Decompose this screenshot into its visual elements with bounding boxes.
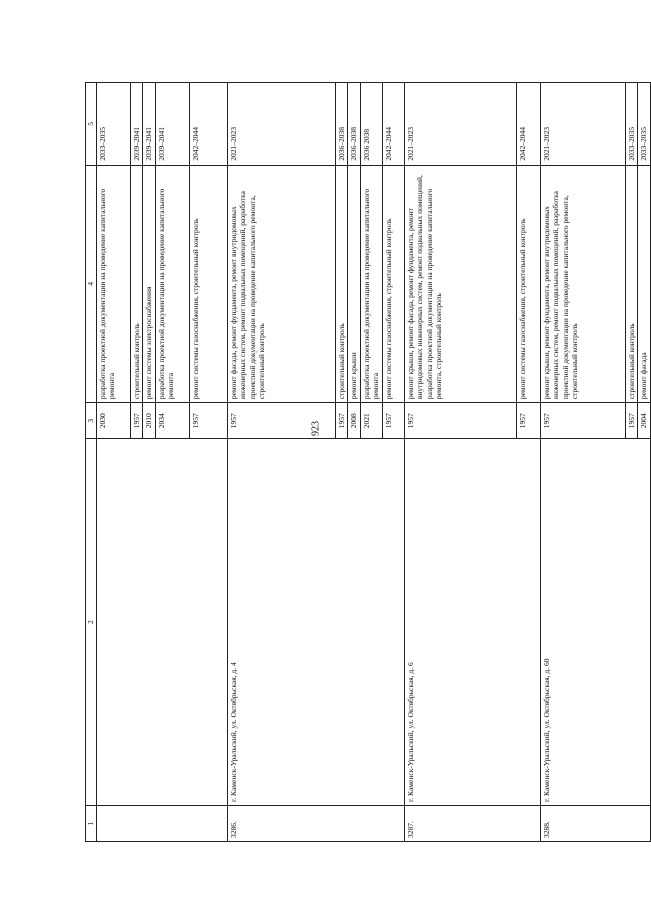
year-cell: 1957 [227, 403, 335, 439]
period-cell: 2042–2044 [516, 83, 540, 166]
period-cell: 2036–2038 [348, 83, 361, 166]
year-cell: 1957 [335, 403, 348, 439]
table-row [540, 83, 625, 842]
row-number-cell: 3286. [227, 805, 404, 841]
year-cell: 2030 [96, 403, 130, 439]
column-number-1: 1 [86, 805, 97, 841]
column-number-4: 4 [86, 165, 97, 402]
column-number-5: 5 [86, 83, 97, 166]
period-cell: 2039–2041 [143, 83, 156, 166]
year-cell: 2004 [638, 403, 651, 439]
work-cell: ремонт фасада [638, 165, 651, 402]
work-cell: ремонт системы электроснабжения [143, 165, 156, 402]
row-number-cell: 3288. [540, 805, 650, 841]
year-cell: 1957 [540, 403, 625, 439]
table-row [227, 83, 335, 842]
period-cell: 2036 2038 [360, 83, 382, 166]
table-header-row [86, 83, 97, 842]
year-cell: 1957 [516, 403, 540, 439]
table-row [404, 83, 516, 842]
table-row [96, 83, 130, 842]
work-cell: разработка проектной документации на проведение капитального ремонта [360, 165, 382, 402]
period-cell: 2039–2041 [130, 83, 143, 166]
year-cell: 2010 [143, 403, 156, 439]
rotated-page-content [85, 82, 648, 842]
work-cell: строительный контроль [335, 165, 348, 402]
work-cell: ремонт крыши, ремонт фасада, ремонт фундамента, ремонт внутридомовых инженерных систем, ремонт подвальных помещений, разработка проектной документации на проведение капитального ремонта, строительный контроль [404, 165, 516, 402]
work-cell: ремонт системы газоснабжения, строительный контроль [516, 165, 540, 402]
work-cell: ремонт крыши, ремонт фундамента, ремонт внутридомовых инженерных систем, ремонт подвальных помещений, разработка проектной документации на проведение капитального ремонта, строительный контроль [540, 165, 625, 402]
address-cell: г. Каменск-Уральский, ул. Октябрьская, д. 60 [540, 439, 650, 806]
address-cell: г. Каменск-Уральский, ул. Октябрьская, д. 4 [227, 439, 404, 806]
year-cell: 1957 [130, 403, 143, 439]
year-cell: 1957 [189, 403, 227, 439]
year-cell: 1957 [625, 403, 638, 439]
work-cell: ремонт системы газоснабжения, строительный контроль [382, 165, 404, 402]
period-cell: 2042–2044 [189, 83, 227, 166]
work-cell: ремонт крыши [348, 165, 361, 402]
work-cell: строительный контроль [130, 165, 143, 402]
address-cell [96, 439, 227, 806]
period-cell: 2033–2035 [625, 83, 638, 166]
year-cell: 2008 [348, 403, 361, 439]
work-cell: ремонт фасада, ремонт фундамента, ремонт внутридомовых инженерных систем, ремонт подвальных помещений, разработка проектной документации на проведение капитального ремонта, строительный контроль [227, 165, 335, 402]
year-cell: 2021 [360, 403, 382, 439]
column-number-2: 2 [86, 439, 97, 806]
page-number: 923 [310, 421, 322, 436]
work-cell: разработка проектной документации на проведение капитального ремонта [96, 165, 130, 402]
period-cell: 2021–2023 [404, 83, 516, 166]
year-cell: 1957 [382, 403, 404, 439]
period-cell: 2033–2035 [96, 83, 130, 166]
work-cell: ремонт системы газоснабжения, строительный контроль [189, 165, 227, 402]
period-cell: 2033–2035 [638, 83, 651, 166]
column-number-3: 3 [86, 403, 97, 439]
period-cell: 2036–2038 [335, 83, 348, 166]
work-cell: строительный контроль [625, 165, 638, 402]
row-number-cell: 3287. [404, 805, 540, 841]
year-cell: 2034 [155, 403, 189, 439]
period-cell: 2039–2041 [155, 83, 189, 166]
capital-repair-table [85, 82, 651, 842]
address-cell: г. Каменск-Уральский, ул. Октябрьская, д. 6 [404, 439, 540, 806]
work-cell: разработка проектной документации на проведение капитального ремонта [155, 165, 189, 402]
year-cell: 1957 [404, 403, 516, 439]
period-cell: 2021–2023 [540, 83, 625, 166]
row-number-cell [96, 805, 227, 841]
period-cell: 2021–2023 [227, 83, 335, 166]
period-cell: 2042–2044 [382, 83, 404, 166]
